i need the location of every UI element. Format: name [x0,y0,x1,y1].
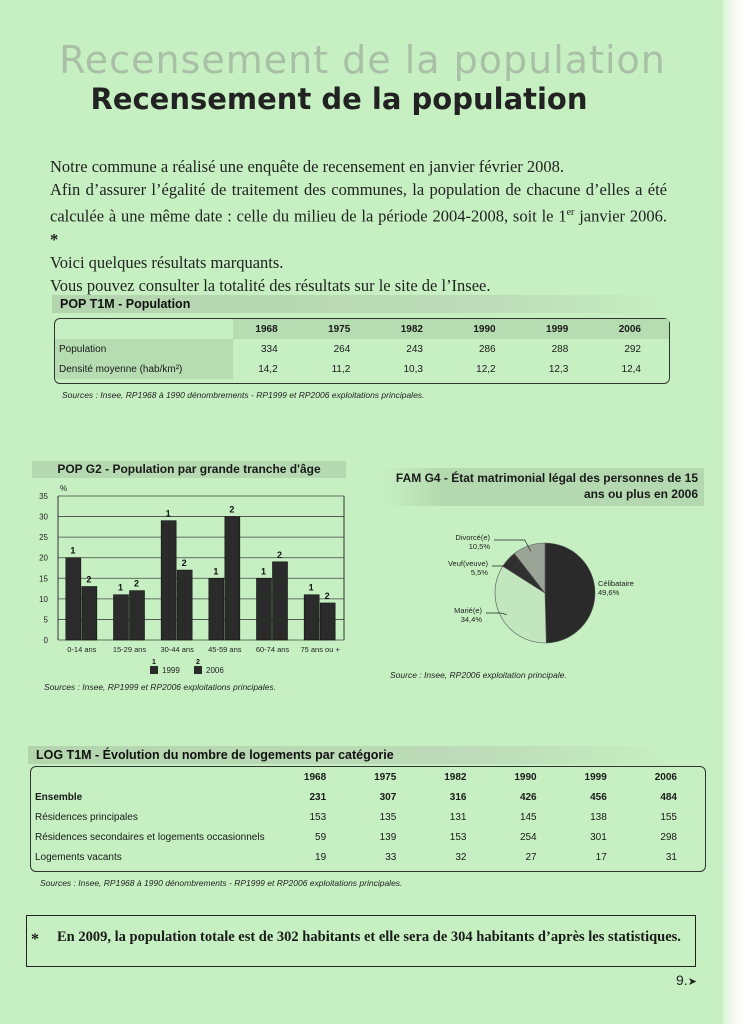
bar-2006 [225,517,240,640]
legend-label: 1999 [162,666,180,675]
page-number: 9.➤ [676,972,697,988]
category-label: 15-29 ans [112,645,147,654]
y-tick-label: 5 [43,615,48,625]
bar-marker: 1 [260,566,267,577]
footer-text: En 2009, la population totale est de 302 habitants et elle sera de 304 habitants d’après les statistiques. [57,929,681,945]
row-label: Logements vacants [35,851,122,863]
bar-2006 [320,603,335,640]
table-cell: 426 [519,791,537,803]
intro-text [50,155,667,297]
table-cell: 316 [449,791,467,803]
bar-2006 [177,570,192,640]
table-cell: 286 [478,343,496,355]
footer-note [26,915,696,967]
y-tick-label: 30 [39,512,48,522]
table-cell: 59 [315,831,327,843]
age-bar-chart [30,482,360,678]
table-row [31,787,705,807]
category-label: 45-59 ans [208,645,242,654]
slice-value: 5,5% [470,568,488,577]
table-cell: 334 [260,343,278,355]
y-tick-label: 20 [39,553,48,563]
ghost-title: Recensement de la population [59,38,666,82]
bar-marker: 2 [86,574,92,585]
table-cell: 12,3 [548,363,569,375]
table-row [31,847,705,867]
log-table-heading: LOG T1M - Évolution du nombre de logements par catégorie [28,746,676,764]
table-cell: 32 [455,851,467,863]
table-row [31,827,705,847]
table-cell: 155 [660,811,677,823]
log-table-header-row [31,767,705,787]
slice-label: Divorcé(e) [455,533,490,542]
bar-1999 [66,558,81,640]
intro-line-3: Voici quelques résultats marquants. [50,252,284,272]
legend-marker: 1 [152,659,156,666]
table-cell: 145 [519,811,537,823]
table-cell: 298 [660,831,677,843]
page-edge [723,0,745,1024]
pop-table [54,318,670,384]
intro-line-1: Notre commune a réalisé une enquête de recensement en janvier février 2008. [50,157,565,176]
page-title: Recensement de la population [90,82,588,116]
slice-label: Marié(e) [454,606,482,615]
table-cell: 131 [449,811,467,823]
table-cell: 10,3 [403,363,423,375]
category-label: 0-14 ans [67,645,97,654]
asterisk-mark: * [31,931,39,948]
age-chart-heading: POP G2 - Population par grande tranche d'âge [32,461,346,478]
table-cell: 292 [624,343,641,355]
table-row [55,359,669,379]
year-header: 2006 [654,771,677,783]
bar-marker: 2 [324,590,330,601]
bar-marker: 2 [229,504,235,515]
row-label: Ensemble [35,791,83,803]
table-cell: 288 [551,343,569,355]
slice-value: 49,6% [598,588,620,597]
bar-2006 [82,587,97,640]
bar-1999 [114,595,129,640]
year-header: 1990 [514,771,537,783]
bar-1999 [209,578,224,640]
table-cell: 11,2 [331,363,351,375]
arrow-icon: ➤ [687,976,697,988]
table-cell: 135 [379,811,397,823]
table-cell: 301 [590,831,607,843]
table-cell: 27 [525,851,537,863]
slice-label: Célibataire [598,579,634,588]
marital-chart-title: FAM G4 - État matrimonial légal des personnes de 15 ans ou plus en 2006 [395,471,698,501]
year-header: 1982 [378,319,451,339]
y-tick-label: 25 [39,533,48,543]
table-cell: 12,2 [476,363,496,375]
bar-marker: 1 [165,508,171,519]
bar-2006 [273,562,288,640]
pop-table-sources: Sources : Insee, RP1968 à 1990 dénombrements - RP1999 et RP2006 exploitations principales. [62,390,425,400]
year-header: 1975 [306,319,379,339]
year-header: 1968 [303,771,327,783]
bar-marker: 2 [276,549,283,560]
log-table [30,766,706,872]
category-label: 60-74 ans [255,645,290,654]
year-header: 1968 [233,319,306,339]
y-tick-label: 0 [43,636,48,645]
slice-label: Veuf(veuve) [447,559,488,568]
table-cell: 264 [333,343,351,355]
year-header: 1990 [451,319,524,339]
bar-marker: 1 [213,566,219,577]
row-label: Densité moyenne (hab/km²) [55,359,233,379]
bar-marker: 1 [70,545,76,556]
year-header: 2006 [596,319,669,339]
legend-marker: 2 [196,659,200,666]
year-header: 1999 [524,319,597,339]
pop-table-heading: POP T1M - Population [52,295,675,313]
table-cell: 31 [665,851,677,863]
bar-2006 [130,591,145,640]
bar-1999 [304,595,319,640]
marital-chart-sources: Source : Insee, RP2006 exploitation principale. [390,670,567,680]
log-table-sources: Sources : Insee, RP1968 à 1990 dénombrements - RP1999 et RP2006 exploitations principales. [40,878,403,888]
bar-1999 [161,521,176,640]
intro-line-2: Afin d’assurer l’égalité de traitement des communes, la population de chacune d’elles a été calculée à une même date : celle du milieu de la période 2004-2008, soit le 1er janvier 2006. * [50,180,667,249]
legend-label: 2006 [206,666,224,675]
bar-marker: 1 [308,582,314,593]
table-cell: 153 [449,831,467,843]
slice-value: 34,4% [460,615,482,624]
table-cell: 231 [309,791,327,803]
table-row [31,807,705,827]
table-cell: 14,2 [258,363,278,375]
row-label: Résidences principales [35,811,138,823]
bar-marker: 2 [181,558,187,569]
table-cell: 12,4 [621,363,641,375]
bar-1999 [257,578,272,640]
category-label: 30-44 ans [160,645,194,654]
slice-value: 10,5% [468,542,490,551]
table-cell: 307 [379,791,397,803]
table-cell: 33 [385,851,397,863]
table-cell: 456 [590,791,607,803]
y-tick-label: 15 [39,574,48,584]
category-label: 75 ans ou + [300,645,340,654]
marital-pie-chart [420,522,660,652]
y-tick-label: 10 [39,594,48,604]
table-cell: 139 [379,831,397,843]
marital-chart-heading [381,468,704,506]
year-header: 1975 [374,771,397,783]
legend-swatch [194,666,202,674]
table-cell: 19 [315,851,327,863]
year-header: 1982 [444,771,467,783]
row-label: Population [55,339,233,359]
table-cell: 153 [309,811,327,823]
pop-table-header-row [55,319,669,339]
table-cell: 138 [590,811,607,823]
bar-marker: 1 [117,582,124,593]
table-row [55,339,669,359]
table-cell: 243 [406,343,423,355]
row-label: Résidences secondaires et logements occasionnels [35,831,265,843]
bar-marker: 2 [133,578,140,589]
intro-line-4: Vous pouvez consulter la totalité des résultats sur le site de l’Insee. [50,275,491,295]
asterisk-mark: * [50,229,59,249]
legend-swatch [150,666,158,674]
table-cell: 254 [519,831,537,843]
table-cell: 17 [595,851,607,863]
age-chart-sources: Sources : Insee, RP1999 et RP2006 exploitations principales. [44,682,276,692]
pie-slice [545,543,595,643]
y-axis-label: % [60,484,68,493]
year-header: 1999 [584,771,607,783]
y-tick-label: 35 [39,492,48,501]
table-cell: 484 [660,791,677,803]
